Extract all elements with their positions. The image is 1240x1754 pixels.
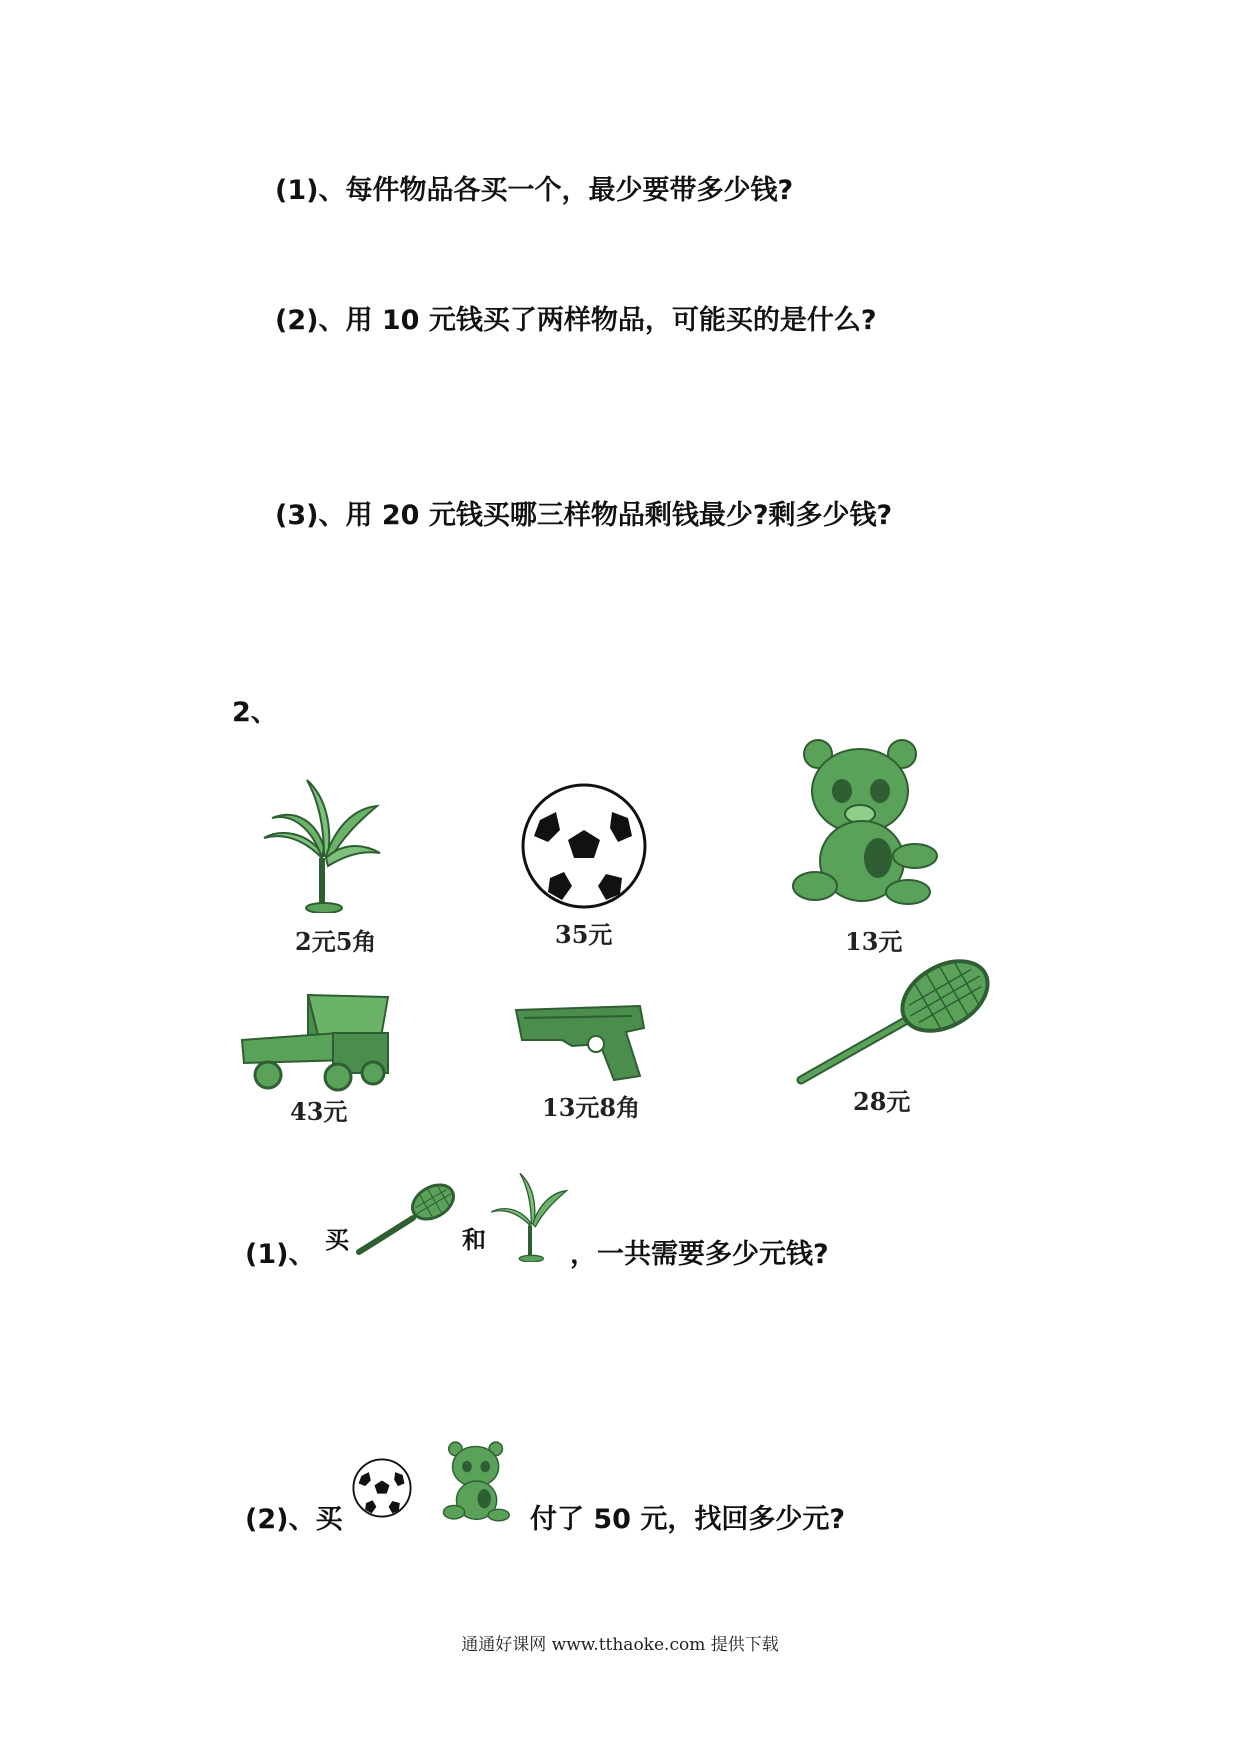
toy-truck-icon xyxy=(238,985,398,1095)
question-1-3: (3)、用 20 元钱买哪三样物品剩钱最少?剩多少钱? xyxy=(275,500,893,531)
question-1-1: (1)、每件物品各买一个，最少要带多少钱? xyxy=(275,175,794,206)
footer: 通通好课网 www.tthaoke.com 提供下载 xyxy=(461,1635,779,1655)
teddy-bear-icon xyxy=(790,736,940,906)
price-label: 13元8角 xyxy=(542,1093,641,1122)
question-2-2-prefix: (2)、买 xyxy=(245,1504,343,1535)
price-label: 13元 xyxy=(845,927,903,956)
price-label: 28元 xyxy=(853,1087,911,1116)
price-label: 2元5角 xyxy=(295,927,377,956)
section-2-number: 2、 xyxy=(232,697,278,728)
question-2-1-suffix: ，一共需要多少元钱? xyxy=(570,1239,829,1270)
soccer-ball-icon xyxy=(352,1458,412,1518)
price-label: 35元 xyxy=(555,920,613,949)
badminton-racket-icon xyxy=(355,1178,455,1258)
plant-icon xyxy=(490,1172,570,1262)
soccer-ball-icon xyxy=(520,782,648,910)
question-2-1-and: 和 xyxy=(462,1226,486,1254)
teddy-bear-icon xyxy=(442,1440,514,1522)
question-1-2: (2)、用 10 元钱买了两样物品，可能买的是什么? xyxy=(275,305,877,336)
price-label: 43元 xyxy=(290,1097,348,1126)
badminton-racket-icon xyxy=(795,958,995,1088)
question-2-1-prefix: (1)、 xyxy=(245,1239,316,1270)
toy-gun-icon xyxy=(512,1004,652,1084)
question-2-1-buy: 买 xyxy=(325,1226,349,1254)
question-2-2-suffix: 付了 50 元，找回多少元? xyxy=(530,1504,846,1535)
plant-icon xyxy=(262,778,382,913)
